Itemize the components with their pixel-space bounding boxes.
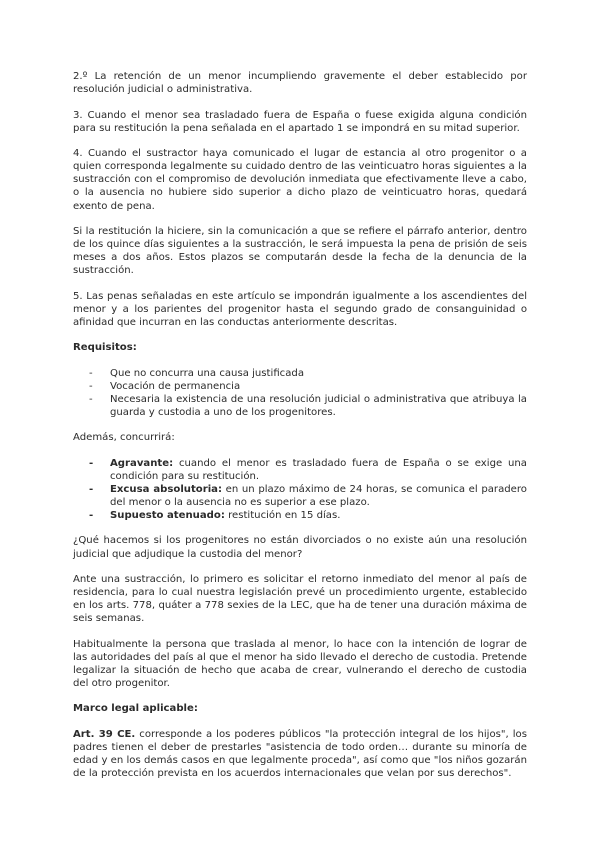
list-item: - Supuesto atenuado: restitución en 15 días. <box>89 510 341 522</box>
excusa-label: Excusa absolutoria: <box>110 483 223 495</box>
dash-bullet: - <box>89 380 93 392</box>
list-item: - Necesaria la existencia de una resolución judicial o administrativa que atribuya la guarda y custodia a uno de los progenitores. <box>89 393 527 419</box>
requisitos-heading: Requisitos: <box>73 342 137 354</box>
list-item: - Excusa absolutoria: en un plazo máximo de 24 horas, se comunica el paradero del menor o la ausencia no es superior a ese plazo. <box>89 483 527 509</box>
dash-bullet: - <box>89 457 94 469</box>
dash-bullet: - <box>89 367 93 379</box>
art-39-label: Art. 39 CE. <box>73 728 136 740</box>
requisitos-list <box>73 367 527 420</box>
dash-bullet: - <box>89 483 94 495</box>
paragraph-retencion: 2.º La retención de un menor incumpliendo gravemente el deber establecido por resolución judicial o administrativa. <box>73 71 527 96</box>
paragraph-art-39: Art. 39 CE. corresponde a los poderes públicos "la protección integral de los hijos", los padres tienen el deber de prestarles "asistencia de todo orden… durante su minoría de edad y en los demás casos en que legalmente proceda", así como que "los niños gozarán de la protección prevista en los acuerdos internacionales que velan por sus derechos". <box>73 728 527 780</box>
ademas-list <box>73 457 527 523</box>
dash-bullet: - <box>89 510 94 522</box>
atenuado-label: Supuesto atenuado: <box>110 510 225 522</box>
paragraph-apartado-3: 3. Cuando el menor sea trasladado fuera de España o fuese exigida alguna condición para su restitución la pena señalada en el apartado 1 se impondrá en su mitad superior. <box>73 109 527 134</box>
paragraph-habitual: Habitualmente la persona que traslada al menor, lo hace con la intención de lograr de las autoridades del país al que el menor ha sido llevado el derecho de custodia. Pretende legalizar la situación de hecho que acaba de crear, vulnerando el derecho de custodia del otro progenitor. <box>73 638 527 690</box>
paragraph-answer: Ante una sustracción, lo primero es solicitar el retorno inmediato del menor al país de residencia, para lo cual nuestra legislación prevé un procedimiento urgente, establecido en los arts. 778, quáter a 778 sexies de la LEC, que ha de tener una duración máxima de seis semanas. <box>73 573 527 625</box>
paragraph-apartado-4: 4. Cuando el sustractor haya comunicado el lugar de estancia al otro progenitor o a quien corresponda legalmente su cuidado dentro de las veinticuatro horas siguientes a la sustracción con el compromiso de devolución inmediata que efectivamente lleve a cabo, o la ausencia no hubiere sido superior a dicho plazo de veinticuatro horas, quedará exento de pena. <box>73 148 527 212</box>
list-item: - Agravante: cuando el menor es trasladado fuera de España o se exige una condición para su restitución. <box>89 457 527 482</box>
agravante-label: Agravante: <box>110 457 174 469</box>
paragraph-question: ¿Qué hacemos si los progenitores no están divorciados o no existe aún una resolución judicial que adjudique la custodia del menor? <box>73 535 527 560</box>
paragraph-restitucion: Si la restitución la hiciere, sin la comunicación a que se refiere el párrafo anterior, dentro de los quince días siguientes a la sustracción, le será impuesta la pena de prisión de seis meses a dos años. Estos plazos se computarán desde la fecha de la denuncia de la sustracción. <box>73 225 527 277</box>
list-item: - Vocación de permanencia <box>89 380 241 392</box>
marco-heading: Marco legal aplicable: <box>73 703 198 715</box>
ademas-intro: Además, concurrirá: <box>73 432 175 444</box>
list-item: - Que no concurra una causa justificada <box>89 367 305 379</box>
paragraph-apartado-5: 5. Las penas señaladas en este artículo se impondrán igualmente a los ascendientes del menor y a los parientes del progenitor hasta el segundo grado de consanguinidad o afinidad que incurran en las conductas anteriormente descritas. <box>73 290 527 329</box>
dash-bullet: - <box>89 393 93 405</box>
